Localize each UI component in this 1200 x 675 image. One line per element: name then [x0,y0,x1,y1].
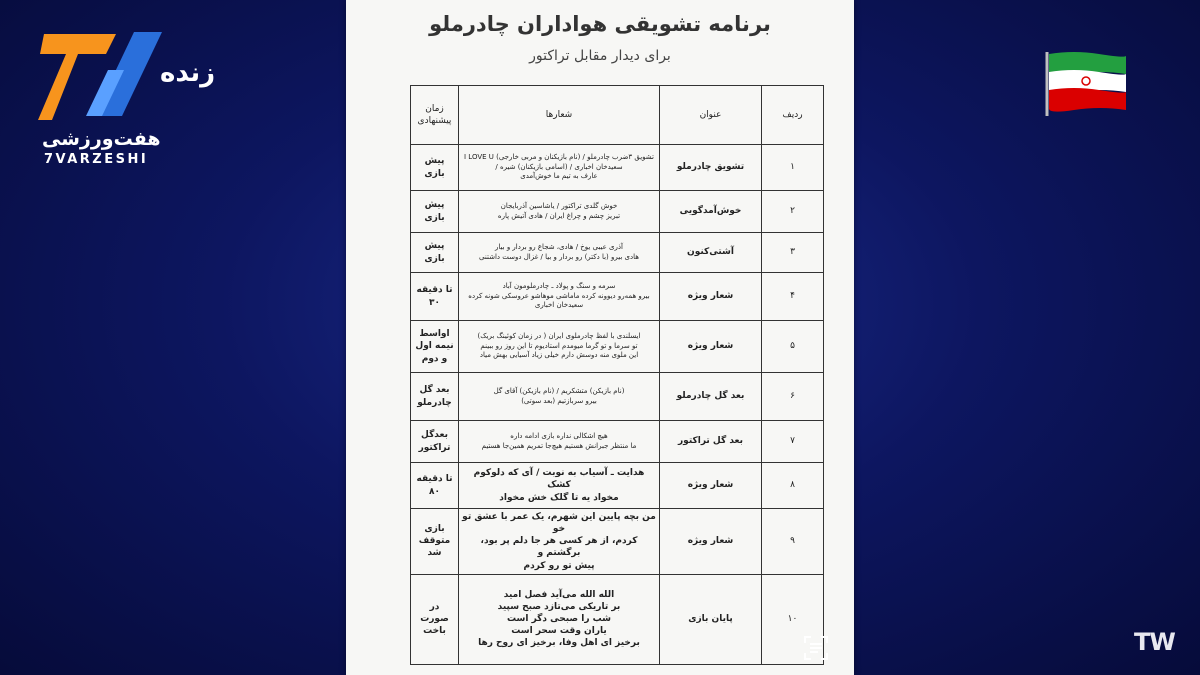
row-time: تا دقیقه ۳۰ [411,273,459,321]
brand-name-en: 7VARZESHI [44,152,149,167]
row-title: پایان بازی [660,574,762,664]
slogan-line: آذری عیبی یوخ / هادی، شجاع رو بردار و بیار [495,243,623,252]
slogan-line: الله الله می‌آید فصل امید [503,589,615,600]
slogan-line: هیچ اشکالی نداره بازی ادامه داره [510,432,608,441]
row-time: پیش بازی [411,233,459,273]
slogan-line: هدایت ـ آسیاب به نوبت / آی که دلوکوم کشک [473,468,645,491]
row-title: بعد گل چادرملو [660,373,762,421]
row-title: شعار ویژه [660,463,762,509]
watermark-tw: TW [1134,628,1175,656]
row-slogans [459,145,660,191]
row-slogans [459,421,660,463]
row-num: ۳ [762,233,824,273]
slogan-line: پیش تو رو کردم [523,560,595,571]
row-num: ۵ [762,321,824,373]
slogan-line: بر تاریکی می‌تازد صبح سپید [497,601,621,612]
row-num: ۲ [762,191,824,233]
row-time: در صورت باخت [411,574,459,664]
slogan-line: سرمه و سنگ و پولاد ـ چادرملومون آباد [502,282,616,291]
slogan-line: ما منتظر جبرانش هستیم هیچ‌جا تمریم همین‌جا هستیم [481,441,637,450]
table-row [411,273,824,321]
slogan-line: مخواد یه تا گلک خش مخواد [499,492,619,503]
slogan-line: بیرو همه‌رو دیوونه کرده ماماشی موهاشو عروسکی شونه کرده [468,291,650,300]
row-time: پیش بازی [411,191,459,233]
row-time: بعدگل تراکتور [411,421,459,463]
slogan-line: من بچه پایین این شهرم، یک عمر با عشق تو خو [462,512,656,535]
table-row [411,191,824,233]
row-slogans [459,574,660,664]
document-sheet [346,0,854,675]
row-time: پیش بازی [411,145,459,191]
row-slogans [459,191,660,233]
row-time: بازی متوقف شد [411,509,459,575]
header-time: زمان پیشنهادی [411,86,459,145]
table-row [411,421,824,463]
row-num: ۹ [762,509,824,575]
table-row [411,233,824,273]
slogan-line: کردم، از هر کسی هر جا دلم پر بود، برگشتم و [480,536,638,559]
slogan-line: هادی بیرو (با دکتر) رو بردار و بیا / غزال دوست داشتنی [479,252,639,261]
brand-name-fa: هفت‌ورزشی [42,128,161,150]
row-title: آشتی‌کنون [660,233,762,273]
row-num: ۸ [762,463,824,509]
slogan-line: تشویق ۳ضرب چادرملو / (نام بازیکنان و مربی خارجی) I LOVE U [464,153,654,162]
row-time: تا دقیقه ۸۰ [411,463,459,509]
row-title: شعار ویژه [660,509,762,575]
row-slogans [459,373,660,421]
row-title: خوش‌آمدگویی [660,191,762,233]
row-slogans [459,463,660,509]
slogan-line: (نام بازیکن) متشکریم / (نام بازیکن) آقای گل [493,387,625,396]
row-num: ۱۰ [762,574,824,664]
slogan-line: برخیز ای اهل وفا، برخیز ای روح رها [478,638,640,649]
table-row [411,463,824,509]
document-title: برنامه تشویقی هواداران چادرملو [429,12,771,36]
slogan-line: خوش گلدی تراکتور / یاشاسین آذربایجان [500,202,618,211]
row-time: بعد گل چادرملو [411,373,459,421]
slogan-line: بیرو سربازتیم (بعد سوتی) [521,396,597,405]
header-num: ردیف [762,86,824,145]
slogan-line: این ملوی منه دوسش دارم خیلی زیاد آسیایی بهش میاد [479,351,639,360]
slogan-line: سعیدخان اخباری [534,301,584,310]
text-scan-icon[interactable] [802,634,830,662]
table-header-row [411,86,824,145]
slogan-line: شب را صبحی دگر است [506,614,612,625]
row-num: ۴ [762,273,824,321]
table-row [411,373,824,421]
table-row [411,574,824,664]
row-slogans [459,273,660,321]
slogan-line: سعیدخان اخباری / (اسامی بازیکنان) شیره / [495,162,623,171]
header-slogans: شعارها [459,86,660,145]
slogan-line: ایسلندی با لفظ چادرملوی ایران ( در زمان کوئینگ بریک) [477,332,641,341]
iran-flag-icon [1044,50,1128,116]
row-slogans [459,321,660,373]
table-row [411,145,824,191]
row-slogans [459,233,660,273]
slogan-line: یاران وقت سحر است [511,626,607,637]
document-subtitle: برای دیدار مقابل تراکتور [529,48,671,64]
row-title: شعار ویژه [660,273,762,321]
table-row [411,321,824,373]
live-label: زنده [160,58,216,88]
slogan-line: عارف به تیم ما خوش‌آمدی [520,172,598,181]
row-num: ۶ [762,373,824,421]
row-title: بعد گل تراکتور [660,421,762,463]
table-row [411,509,824,575]
header-title: عنوان [660,86,762,145]
slogan-line: تبریز چشم و چراغ ایران / هادی آتیش پاره [497,211,621,220]
slogan-line: تو سرما و تو گرما میومدم استادیوم تا این روز رو ببینم [480,341,638,350]
row-title: تشویق چادرملو [660,145,762,191]
row-time: اواسط نیمه اول و دوم [411,321,459,373]
row-slogans [459,509,660,575]
chant-schedule-table [410,85,824,665]
row-title: شعار ویژه [660,321,762,373]
row-num: ۷ [762,421,824,463]
row-num: ۱ [762,145,824,191]
